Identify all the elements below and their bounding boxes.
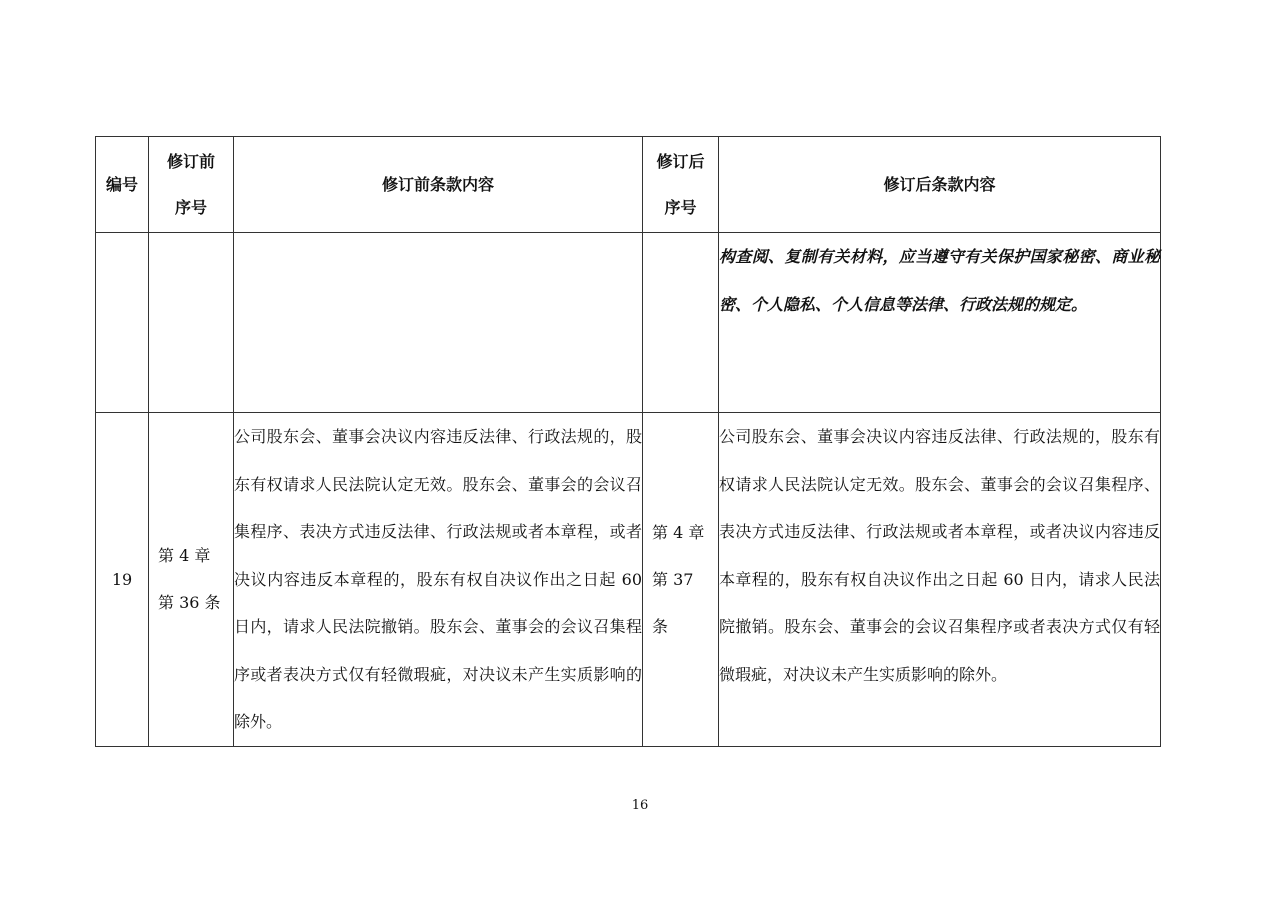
row2-number: 19 [96, 413, 149, 747]
table-row [96, 233, 1161, 413]
row2-old-seq [149, 413, 234, 747]
header-row [96, 137, 1161, 233]
header-old-seq-line2: 序号 [174, 197, 207, 217]
header-new-content: 修订后条款内容 [719, 137, 1161, 233]
row1-number [96, 233, 149, 413]
row2-new-seq-line3: 条 [652, 616, 669, 636]
header-new-seq-line2: 序号 [664, 197, 697, 217]
header-old-content: 修订前条款内容 [234, 137, 643, 233]
row2-new-content: 公司股东会、董事会决议内容违反法律、行政法规的，股东有权请求人民法院认定无效。股东会、董事会的会议召集程序、表决方式违反法律、行政法规或者本章程，或者决议内容违反本章程的，股东有权自决议作出之日起 60 日内，请求人民法院撤销。股东会、董事会的会议召集程序或者表决方式仅有轻微瑕疵，对决议未产生实质影响的除外。 [719, 413, 1161, 747]
header-old-seq-line1: 修订前 [166, 151, 215, 171]
row1-old-content [234, 233, 643, 413]
header-number: 编号 [96, 137, 149, 233]
row2-old-content: 公司股东会、董事会决议内容违反法律、行政法规的，股东有权请求人民法院认定无效。股东会、董事会的会议召集程序、表决方式违反法律、行政法规或者本章程，或者决议内容违反本章程的，股东有权自决议作出之日起 60 日内，请求人民法院撤销。股东会、董事会的会议召集程序或者表决方式仅有轻微瑕疵，对决议未产生实质影响的除外。 [234, 413, 643, 747]
row2-old-seq-line2: 第 36 条 [158, 593, 221, 613]
row2-old-seq-line1: 第 4 章 [158, 546, 211, 566]
table-row [96, 413, 1161, 747]
row2-new-seq [643, 413, 719, 747]
revision-table [95, 136, 1161, 747]
row1-new-seq [643, 233, 719, 413]
page-number: 16 [631, 798, 649, 813]
row2-new-seq-line2: 第 37 [652, 569, 694, 589]
header-old-seq [149, 137, 234, 233]
row1-new-content: 构查阅、复制有关材料，应当遵守有关保护国家秘密、商业秘密、个人隐私、个人信息等法律、行政法规的规定。 [719, 233, 1161, 413]
row1-old-seq [149, 233, 234, 413]
header-new-seq-line1: 修订后 [656, 151, 705, 171]
header-new-seq [643, 137, 719, 233]
row2-new-seq-line1: 第 4 章 [652, 522, 705, 542]
